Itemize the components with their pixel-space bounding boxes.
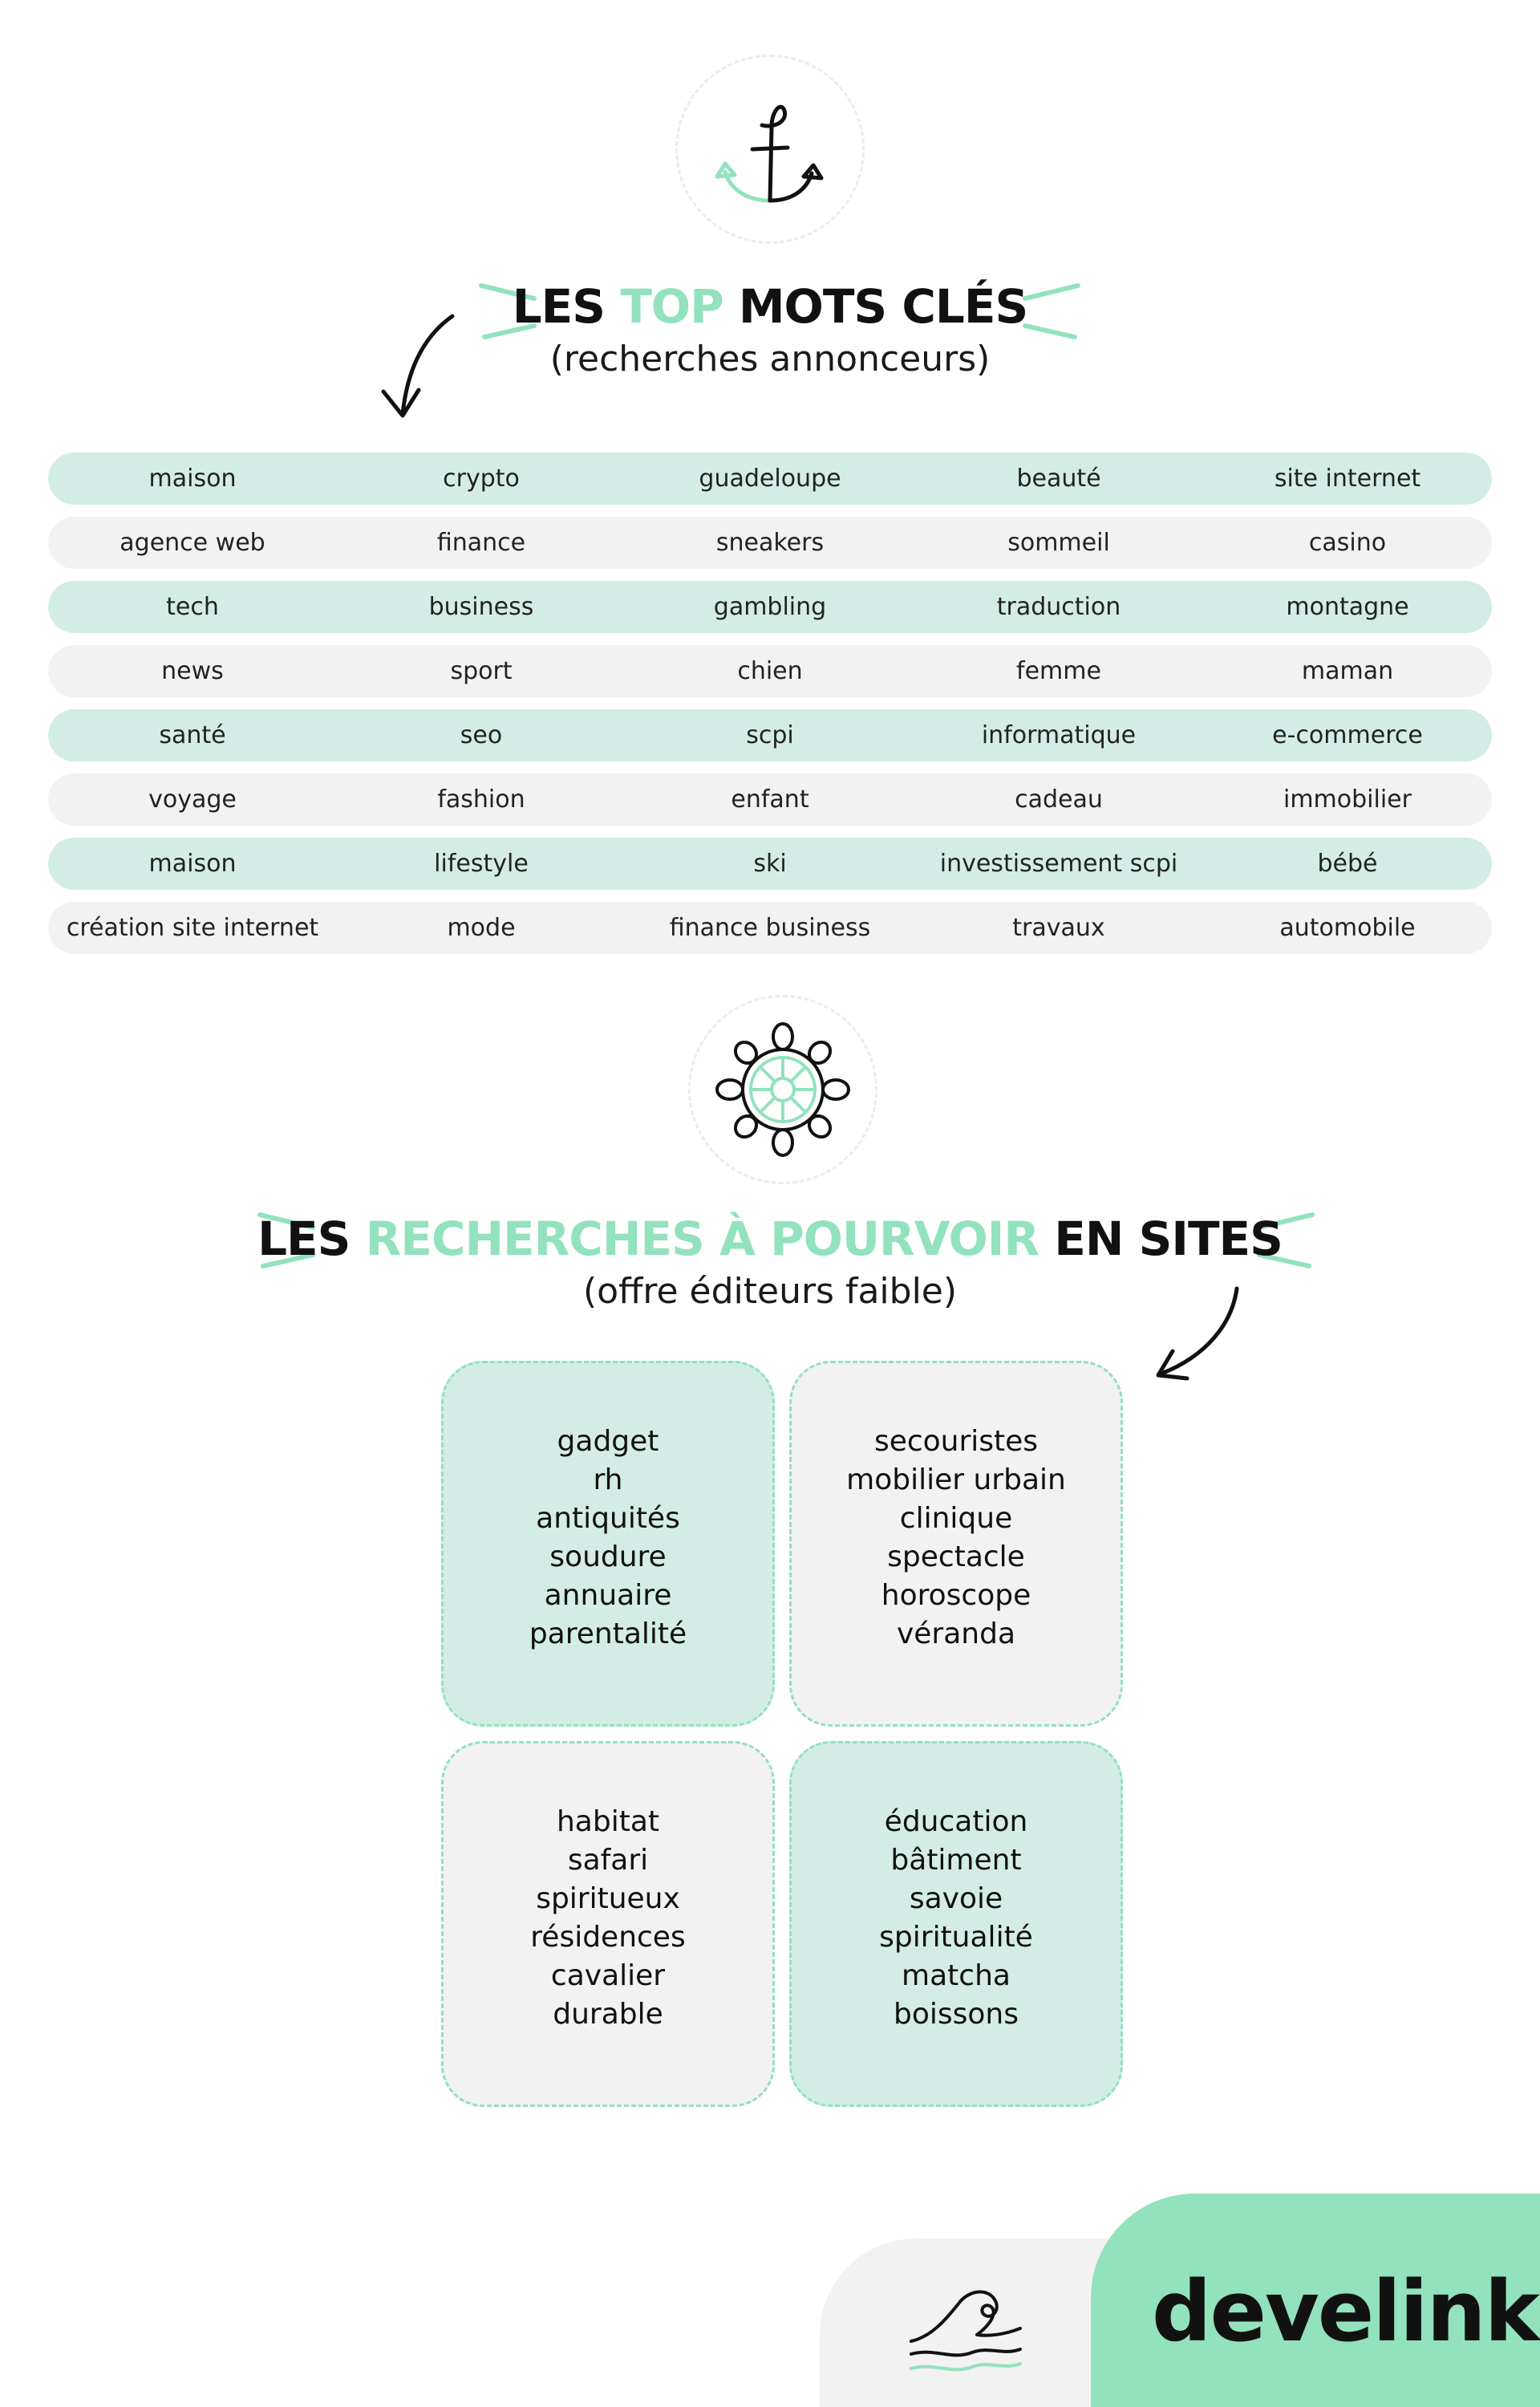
list-item: rh bbox=[593, 1463, 623, 1496]
list-item: annuaire bbox=[544, 1579, 672, 1612]
list-item: mobilier urbain bbox=[846, 1463, 1066, 1496]
list-item: horoscope bbox=[881, 1579, 1031, 1612]
keyword-cell: investissement scpi bbox=[939, 850, 1178, 878]
keyword-cell: scpi bbox=[746, 721, 794, 749]
keyword-cell: sport bbox=[450, 657, 513, 685]
keyword-cell: agence web bbox=[120, 529, 265, 557]
keyword-cell: création site internet bbox=[66, 914, 319, 942]
list-item: spiritualité bbox=[879, 1921, 1033, 1954]
table-row bbox=[48, 838, 1492, 890]
keyword-cell: automobile bbox=[1279, 914, 1416, 942]
keyword-box bbox=[441, 1361, 775, 1727]
list-item: spiritueux bbox=[536, 1882, 680, 1915]
anchor-icon bbox=[675, 55, 865, 244]
keyword-cell: ski bbox=[753, 850, 787, 878]
keywords-table bbox=[48, 453, 1492, 966]
keyword-cell: maison bbox=[148, 850, 237, 878]
keyword-cell: e-commerce bbox=[1272, 721, 1423, 749]
list-item: safari bbox=[567, 1844, 649, 1877]
list-item: boissons bbox=[894, 1998, 1019, 2031]
keyword-box bbox=[789, 1361, 1123, 1727]
list-item: antiquités bbox=[536, 1502, 680, 1535]
keyword-cell: cadeau bbox=[1015, 785, 1103, 814]
wave-icon bbox=[900, 2279, 1028, 2383]
ship-wheel-badge bbox=[688, 995, 877, 1184]
keyword-cell: crypto bbox=[443, 465, 520, 493]
list-item: matcha bbox=[902, 1959, 1011, 1992]
keyword-cell: casino bbox=[1308, 529, 1387, 557]
section1-title-accent: TOP bbox=[620, 279, 723, 334]
keyword-cell: montagne bbox=[1286, 593, 1409, 621]
keyword-cell: guadeloupe bbox=[699, 465, 841, 493]
brand-logo: develink bbox=[1152, 2263, 1538, 2360]
section1-title: LES TOP MOTS CLÉS bbox=[512, 279, 1028, 334]
section2-title-accent: RECHERCHES À POURVOIR bbox=[365, 1212, 1040, 1266]
list-item: secouristes bbox=[873, 1425, 1039, 1458]
list-item: gadget bbox=[557, 1425, 659, 1458]
keyword-cell: santé bbox=[159, 721, 226, 749]
keyword-cell: sommeil bbox=[1007, 529, 1110, 557]
table-row bbox=[48, 645, 1492, 697]
section1-heading bbox=[0, 279, 1540, 380]
keyword-cell: fashion bbox=[437, 785, 525, 814]
keyword-cell: sneakers bbox=[715, 529, 825, 557]
keyword-cell: travaux bbox=[1012, 914, 1105, 942]
keyword-cell: maman bbox=[1301, 657, 1394, 685]
list-item: éducation bbox=[884, 1805, 1028, 1838]
list-item: savoie bbox=[909, 1882, 1003, 1915]
keyword-cell: finance bbox=[436, 529, 526, 557]
keyword-cell: beauté bbox=[1016, 465, 1101, 493]
keyword-cell: mode bbox=[447, 914, 516, 942]
keyword-cell: gambling bbox=[713, 593, 827, 621]
list-item: spectacle bbox=[887, 1540, 1025, 1573]
list-item: parentalité bbox=[529, 1618, 687, 1650]
keyword-cell: immobilier bbox=[1283, 785, 1412, 814]
table-row bbox=[48, 581, 1492, 633]
table-row bbox=[48, 709, 1492, 761]
keyword-cell: traduction bbox=[996, 593, 1121, 621]
keyword-box bbox=[789, 1741, 1123, 2107]
keyword-cell: chien bbox=[737, 657, 803, 685]
list-item: soudure bbox=[549, 1540, 667, 1573]
list-item: durable bbox=[553, 1998, 663, 2031]
keyword-cell: business bbox=[428, 593, 534, 621]
section1-subtitle: (recherches annonceurs) bbox=[549, 339, 991, 380]
section2-heading bbox=[0, 1212, 1540, 1312]
keyword-cell: tech bbox=[166, 593, 219, 621]
keyword-cell: site internet bbox=[1274, 465, 1421, 493]
section2-title: LES RECHERCHES À POURVOIR EN SITES bbox=[257, 1212, 1283, 1266]
section2-subtitle: (offre éditeurs faible) bbox=[582, 1271, 958, 1312]
list-item: véranda bbox=[896, 1618, 1016, 1650]
table-row bbox=[48, 453, 1492, 505]
keyword-box bbox=[441, 1741, 775, 2107]
list-item: habitat bbox=[556, 1805, 660, 1838]
table-row bbox=[48, 773, 1492, 826]
table-row bbox=[48, 517, 1492, 569]
list-item: bâtiment bbox=[890, 1844, 1022, 1877]
table-row bbox=[48, 902, 1492, 954]
keyword-cell: informatique bbox=[981, 721, 1137, 749]
keyword-cell: voyage bbox=[148, 785, 237, 814]
keyword-cell: maison bbox=[148, 465, 237, 493]
keyword-cell: finance business bbox=[669, 914, 871, 942]
keyword-cell: seo bbox=[460, 721, 503, 749]
list-item: clinique bbox=[899, 1502, 1013, 1535]
keyword-cell: lifestyle bbox=[434, 850, 529, 878]
anchor-badge bbox=[675, 55, 865, 244]
keyword-cell: news bbox=[161, 657, 224, 685]
ship-wheel-icon bbox=[688, 995, 877, 1184]
keyword-cell: femme bbox=[1016, 657, 1101, 685]
list-item: cavalier bbox=[550, 1959, 666, 1992]
list-item: résidences bbox=[530, 1921, 686, 1954]
keyword-cell: bébé bbox=[1317, 850, 1378, 878]
keyword-cell: enfant bbox=[731, 785, 809, 814]
